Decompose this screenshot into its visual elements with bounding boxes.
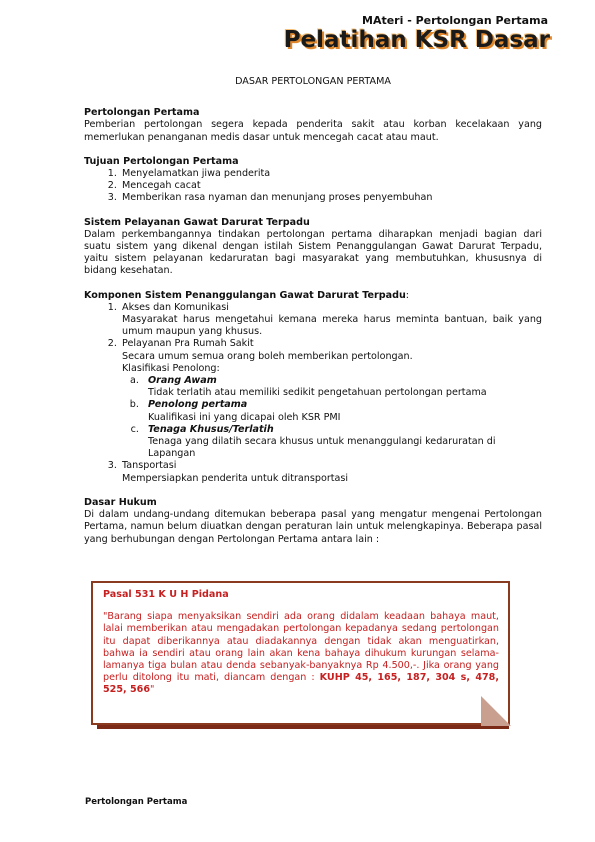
document-title: DASAR PERTOLONGAN PERTAMA	[235, 76, 391, 87]
item-desc: Masyarakat harus mengetahui kemana mereka harus meminta bantuan, baik yang umum maupun yang khusus.	[122, 314, 542, 338]
item-title: 1. Akses dan Komunikasi	[122, 301, 229, 313]
section-heading: Tujuan Pertolongan Pertama	[84, 155, 239, 167]
item-desc: Tidak terlatih atau memiliki sedikit pengetahuan pertolongan pertama	[148, 387, 487, 399]
section-legal-basis	[84, 497, 542, 546]
page-fold-corner	[481, 696, 511, 726]
item-desc: Secara umum semua orang boleh memberikan pertolongan.	[122, 350, 413, 362]
section-heading: Sistem Pelayanan Gawat Darurat Terpadu	[84, 216, 310, 228]
list-item	[142, 424, 542, 461]
item-title: 3. Tansportasi	[122, 460, 177, 472]
list-item	[120, 302, 542, 339]
section-text: Dalam perkembangannya tindakan pertolongan pertama diharapkan menjadi bagian dari suatu sistem yang dikenal dengan istilah Sistem Penanggulangan Gawat Darurat Terpadu, yaitu sistem pelayanan kedaruratan bagi masyarakat yang membutuhkan, khususnya di bidang kesehatan.	[84, 228, 542, 277]
section-components	[84, 290, 542, 485]
header-title: Pelatihan KSR Dasar	[283, 27, 550, 53]
section-definition	[84, 107, 542, 144]
list-item: 1. Menyelamatkan jiwa penderita	[120, 168, 542, 180]
item-subheading: Klasifikasi Penolong:	[122, 362, 220, 374]
callout-quote-end: "	[150, 684, 155, 696]
item-title: c. Tenaga Khusus/Terlatih	[148, 423, 274, 435]
page-footer: Pertolongan Pertama	[85, 797, 188, 807]
item-title: b. Penolong pertama	[148, 399, 248, 411]
section-system	[84, 217, 542, 278]
item-desc: Tenaga yang dilatih secara khusus untuk menanggulangi kedaruratan di Lapangan	[148, 436, 496, 460]
section-heading: Komponen Sistem Penanggulangan Gawat Darurat Terpadu	[84, 289, 406, 301]
section-heading-row	[84, 290, 542, 302]
callout-reference: KUHP 45, 165, 187, 304 s, 478, 525, 566	[103, 672, 499, 696]
list-item: 3. Memberikan rasa nyaman dan menunjang proses penyembuhan	[120, 192, 542, 204]
helper-classification-list	[122, 375, 542, 460]
law-callout-box	[91, 581, 510, 725]
item-title: a. Orang Awam	[148, 375, 217, 387]
list-item: 2. Mencegah cacat	[120, 180, 542, 192]
list-item	[142, 375, 542, 399]
list-item	[142, 399, 542, 423]
callout-heading: Pasal 531 K U H Pidana	[103, 589, 229, 600]
callout-text	[103, 611, 499, 696]
item-title: 2. Pelayanan Pra Rumah Sakit	[122, 338, 254, 350]
document-body	[84, 76, 542, 558]
item-desc: Mempersiapkan penderita untuk ditransportasi	[122, 472, 349, 484]
heading-colon: :	[405, 289, 410, 301]
section-goals	[84, 156, 542, 205]
section-heading: Pertolongan Pertama	[84, 107, 200, 119]
list-item	[120, 338, 542, 460]
callout-quote: "Barang siapa menyaksikan sendiri ada orang didalam keadaan bahaya maut, lalai memberikan atau mengadakan pertolongan kepadanya sedang pertolongan itu dapat diberikannya atau diadakannya dengan tidak akan menguatirkan, bahwa ia sendiri atau orang lain akan kena bahaya dihukum kurungan selama-lamanya tiga bulan atau denda sebanyak-banyaknya Rp 4.500,-. Jika orang yang perlu ditolong itu mati, diancam dengan :	[103, 611, 499, 684]
section-text: Pemberian pertolongan segera kepada penderita sakit atau korban kecelakaan yang memerlukan penanganan medis dasar untuk mencegah cacat atau maut.	[84, 119, 542, 143]
header-subtitle: MAteri - Pertolongan Pertama	[362, 14, 548, 27]
item-desc: Kualifikasi ini yang dicapai oleh KSR PMI	[148, 411, 341, 423]
list-item	[120, 460, 542, 484]
components-list	[84, 302, 542, 485]
goals-list	[84, 168, 542, 205]
section-text: Di dalam undang-undang ditemukan beberapa pasal yang mengatur mengenai Pertolongan Pertama, namun belum diuatkan dengan peraturan lain untuk melengkapinya. Beberapa pasal yang berhubungan dengan Pertolongan Pertama antara lain :	[84, 509, 542, 545]
section-heading: Dasar Hukum	[84, 496, 157, 508]
